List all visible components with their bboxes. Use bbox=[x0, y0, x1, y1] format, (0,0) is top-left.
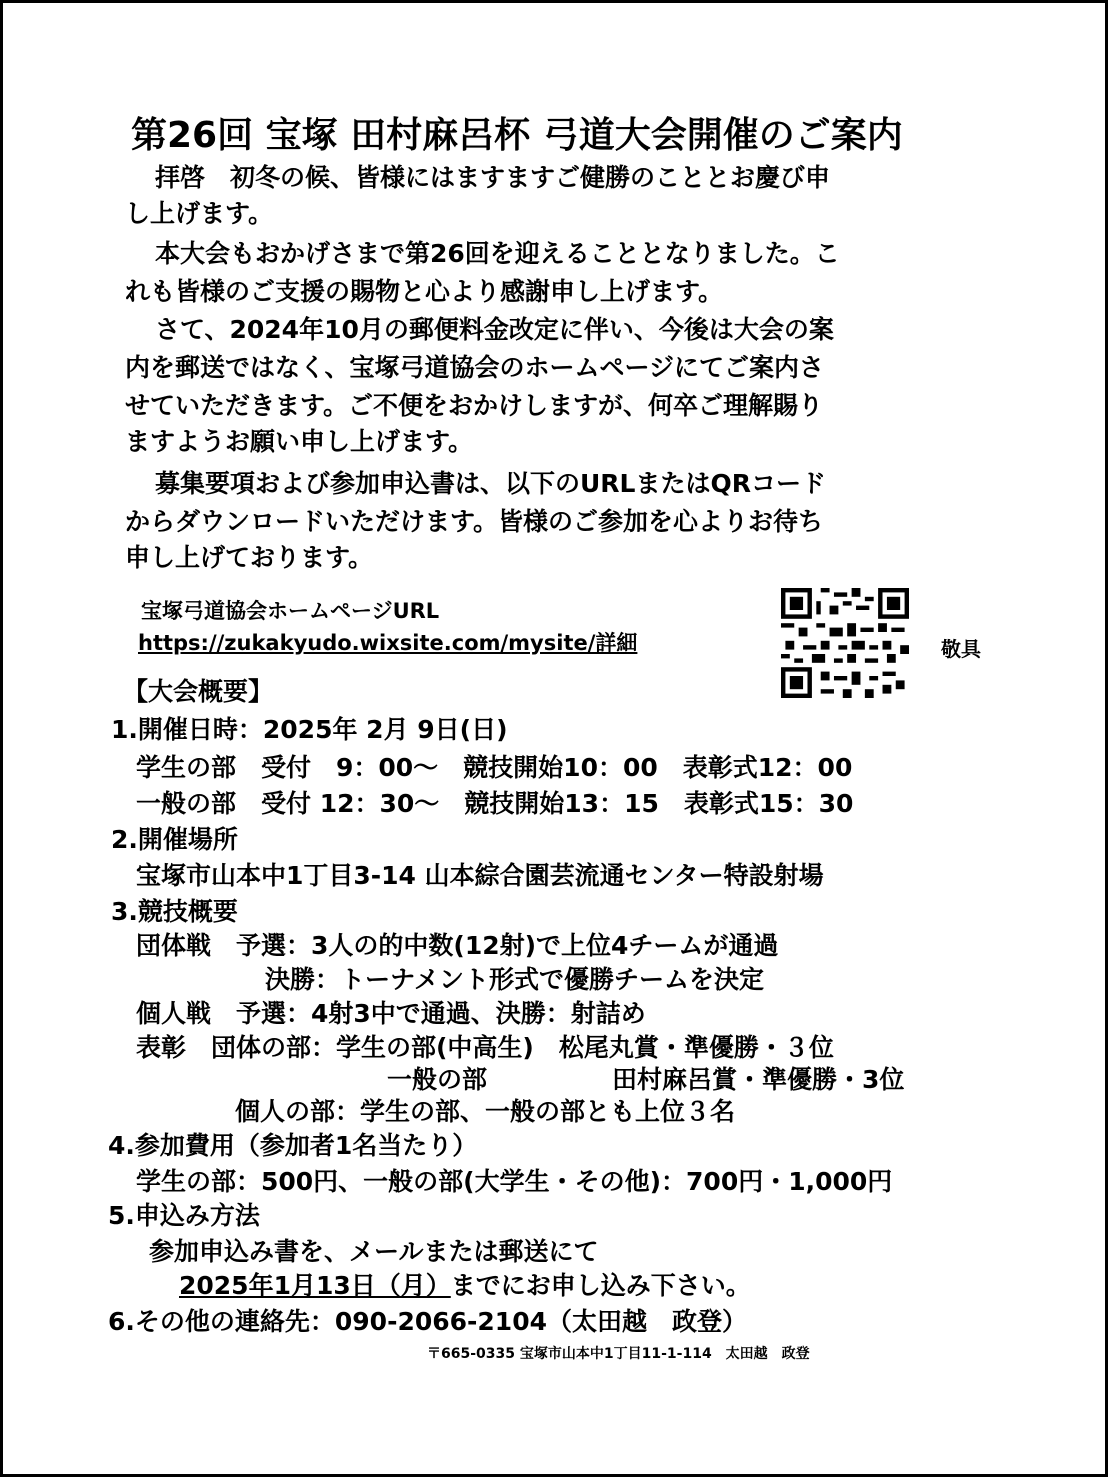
closing-keigu: 敬具 bbox=[941, 637, 981, 661]
section3-award-individual: 個人の部：学生の部、一般の部とも上位３名 bbox=[235, 1097, 736, 1126]
intro-line-2: し上げます。 bbox=[125, 199, 274, 228]
page-title: 第26回 宝塚 田村麻呂杯 弓道大会開催のご案内 bbox=[131, 115, 903, 156]
intro-line-1: 拝啓 初冬の候、皆様にはますますご健勝のこととお慶び申 bbox=[155, 163, 831, 192]
section6-address: 〒665-0335 宝塚市山本中1丁目11-1-114 太田越 政登 bbox=[427, 1346, 810, 1362]
section1-row-general: 一般の部 受付 12：30～ 競技開始13：15 表彰式15：30 bbox=[136, 789, 854, 818]
section3-individual: 個人戦 予選：4射3中で通過、決勝：射詰め bbox=[136, 999, 646, 1028]
section4-heading: 4.参加費用（参加者1名当たり） bbox=[108, 1131, 478, 1160]
section3-team-final: 決勝：トーナメント形式で優勝チームを決定 bbox=[265, 965, 765, 994]
intro-line-7: せていただきます。ご不便をおかけしますが、何卒ご理解賜り bbox=[125, 391, 824, 420]
intro-line-8: ますようお願い申し上げます。 bbox=[125, 427, 474, 456]
section5-heading: 5.申込み方法 bbox=[108, 1201, 260, 1230]
overview-heading: 【大会概要】 bbox=[123, 677, 274, 706]
section4-fees: 学生の部：500円、一般の部(大学生・その他)：700円・1,000円 bbox=[136, 1167, 893, 1196]
section3-heading: 3.競技概要 bbox=[111, 897, 238, 926]
section2-heading: 2.開催場所 bbox=[111, 825, 238, 854]
intro-line-11: 申し上げております。 bbox=[125, 543, 374, 572]
section5-deadline: 2025年1月13日（月） bbox=[179, 1271, 451, 1300]
intro-line-4: れも皆様のご支援の賜物と心より感謝申し上げます。 bbox=[125, 277, 724, 306]
section5-line1: 参加申込み書を、メールまたは郵送にて bbox=[149, 1237, 599, 1266]
section3-team-prelim: 団体戦 予選：3人の的中数(12射)で上位4チームが通過 bbox=[136, 931, 779, 960]
qr-code[interactable] bbox=[781, 588, 909, 698]
homepage-label: 宝塚弓道協会ホームページURL bbox=[141, 599, 440, 623]
intro-line-3: 本大会もおかげさまで第26回を迎えることとなりました。こ bbox=[155, 239, 840, 268]
section3-award-team-general: 一般の部 田村麻呂賞・準優勝・3位 bbox=[387, 1065, 905, 1094]
section2-venue: 宝塚市山本中1丁目3-14 山本綜合園芸流通センター特設射場 bbox=[136, 861, 824, 890]
section5-line2-rest: までにお申し込み下さい。 bbox=[450, 1271, 751, 1300]
intro-line-9: 募集要項および参加申込書は、以下のURLまたはQRコード bbox=[155, 469, 826, 498]
section6-heading: 6.その他の連絡先：090-2066-2104（太田越 政登） bbox=[108, 1307, 747, 1336]
intro-line-10: からダウンロードいただけます。皆様のご参加を心よりお待ち bbox=[125, 507, 824, 536]
intro-line-5: さて、2024年10月の郵便料金改定に伴い、今後は大会の案 bbox=[155, 315, 834, 344]
section1-row-student: 学生の部 受付 9：00～ 競技開始10：00 表彰式12：00 bbox=[136, 753, 853, 782]
intro-line-6: 内を郵送ではなく、宝塚弓道協会のホームページにてご案内さ bbox=[125, 353, 825, 382]
section1-heading: 1.開催日時：2025年 2月 9日(日) bbox=[111, 715, 508, 744]
homepage-url-link[interactable]: https://zukakyudo.wixsite.com/mysite/詳細 bbox=[138, 631, 638, 655]
section3-award-team-student: 表彰 団体の部：学生の部(中高生) 松尾丸賞・準優勝・３位 bbox=[136, 1033, 834, 1062]
